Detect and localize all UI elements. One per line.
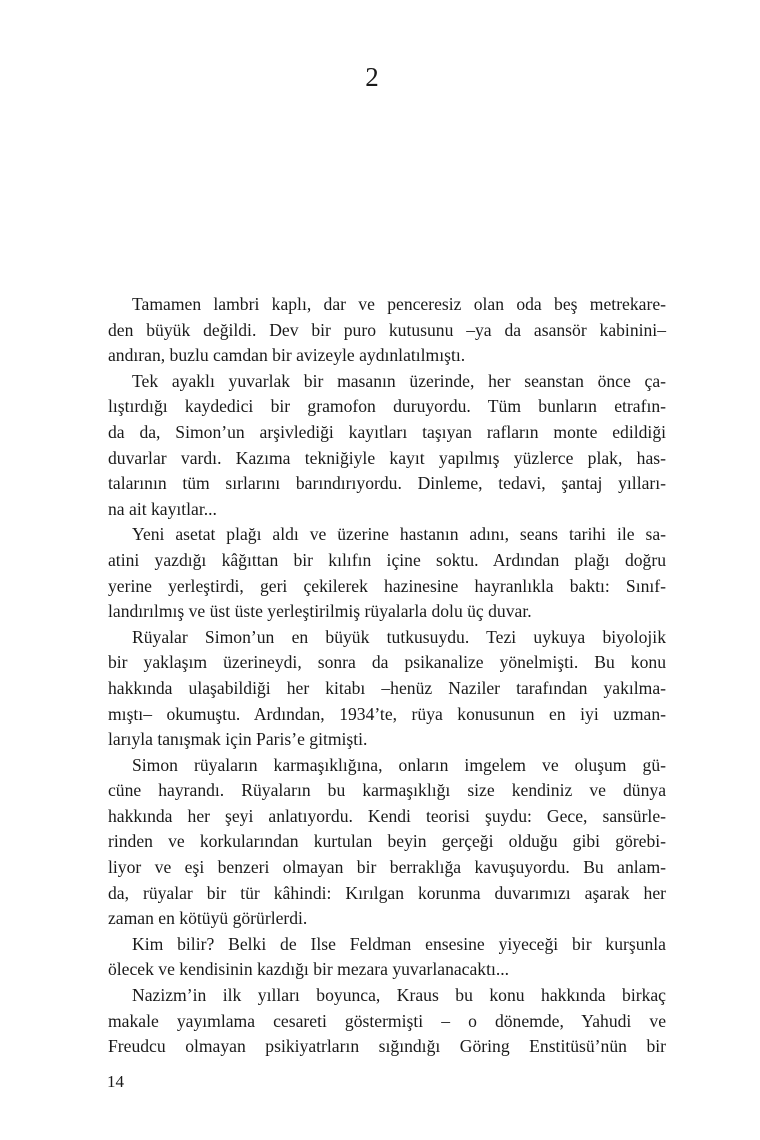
text-line: cüne hayrandı. Rüyaların bu karmaşıklığı size kendiniz ve dünya [108,780,666,801]
text-line: zaman en kötüyü görürlerdi. [108,908,308,929]
text-line: landırılmış ve üst üste yerleştirilmiş rüyalarla dolu üç duvar. [108,601,532,622]
text-line: da da, Simon’un arşivlediği kayıtları taşıyan rafların monte edildiği [108,421,666,442]
text-line: makale yayımlama cesareti göstermişti – o dönemde, Yahudi ve [108,1010,666,1031]
text-line: larıyla tanışmak için Paris’e gitmişti. [108,729,368,750]
text-line: liyor ve eşi benzeri olmayan bir berraklığa kavuşuyordu. Bu anlam- [108,857,666,878]
text-line: lıştırdığı kaydedici bir gramofon duruyordu. Tüm bunların etrafın- [108,396,666,417]
paragraph-first-line: Tek ayaklı yuvarlak bir masanın üzerinde, her seanstan önce ça- [132,370,666,391]
text-line: ölecek ve kendisinin kazdığı bir mezara yuvarlanacaktı... [108,959,510,980]
text-line: da, rüyalar bir tür kâhindi: Kırılgan korunma duvarımızı aşarak her [108,882,666,903]
text-line: den büyük değildi. Dev bir puro kutusunu –ya da asansör kabinini– [108,319,666,340]
text-line: duvarlar vardı. Kazıma tekniğiyle kayıt yapılmış yüzlerce plak, has- [108,447,666,468]
paragraph-first-line: Yeni asetat plağı aldı ve üzerine hastanın adını, seans tarihi ile sa- [132,524,666,545]
text-line: rinden ve korkularından kurtulan beyin gerçeği olduğu gibi görebi- [108,831,666,852]
text-line: na ait kayıtlar... [108,498,217,519]
paragraph-first-line: Rüyalar Simon’un en büyük tutkusuydu. Tezi uykuya biyolojik [132,626,666,647]
text-line: yerine yerleştirdi, geri çekilerek hazinesine hayranlıkla baktı: Sınıf- [108,575,666,596]
text-line: Freudcu olmayan psikiyatrların sığındığı Göring Enstitüsü’nün bir [108,1036,666,1057]
text-line: talarının tüm sırlarını barındırıyordu. Dinleme, tedavi, şantaj yılları- [108,473,666,494]
text-line: mıştı– okumuştu. Ardından, 1934’te, rüya konusunun en iyi uzman- [108,703,666,724]
text-line: andıran, buzlu camdan bir avizeyle aydınlatılmıştı. [108,345,466,366]
paragraph-first-line: Simon rüyaların karmaşıklığına, onların imgelem ve oluşum gü- [132,754,666,775]
paragraph-first-line: Tamamen lambri kaplı, dar ve penceresiz olan oda beş metrekare- [132,294,666,314]
text-line: bir yaklaşım üzerineydi, sonra da psikanalize yönelmişti. Bu konu [108,652,666,673]
text-line: hakkında ulaşabildiği her kitabı –henüz Naziler tarafından yakılma- [108,677,666,698]
page-number: 14 [107,1072,124,1091]
paragraph-first-line: Kim bilir? Belki de Ilse Feldman ensesine yiyeceği bir kurşunla [132,933,666,954]
body-text [108,292,666,1060]
text-line: atini yazdığı kâğıttan bir kılıfın içine soktu. Ardından plağı doğru [108,549,666,570]
text-line: hakkında her şeyi anlatıyordu. Kendi teorisi şuydu: Gece, sansürle- [108,805,666,826]
paragraph-first-line: Nazizm’in ilk yılları boyunca, Kraus bu konu hakkında birkaç [132,985,666,1006]
chapter-number: 2 [365,62,379,92]
